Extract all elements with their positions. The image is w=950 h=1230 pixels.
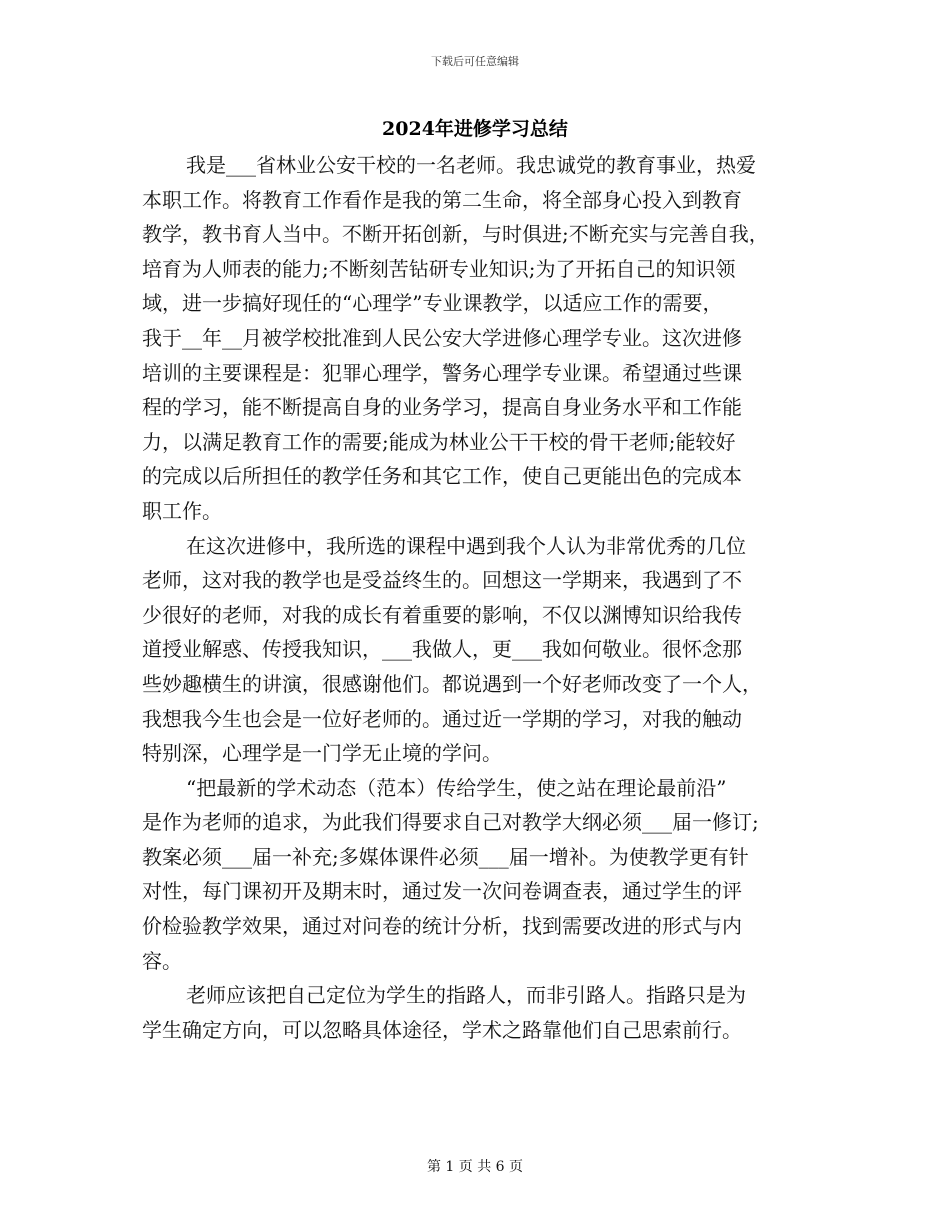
- paragraph-3: [142, 771, 812, 979]
- text-line: 老师应该把自己定位为学生的指路人，而非引路人。指路只是为: [186, 983, 746, 1008]
- text-line: 教案必须___届一补充;多媒体课件必须___届一增补。为使教学更有针: [142, 844, 749, 869]
- text-line: 老师，这对我的教学也是受益终生的。回想这一学期来，我遇到了不: [142, 568, 742, 593]
- document-title: 2024年进修学习总结: [382, 118, 568, 140]
- document-body: [142, 148, 812, 1047]
- text-line: 本职工作。将教育工作看作是我的第二生命，将全部身心投入到教育: [142, 187, 742, 212]
- text-line: 培育为人师表的能力;不断刻苦钻研专业知识;为了开拓自己的知识领: [142, 256, 736, 281]
- text-line: 学生确定方向，可以忽略具体途径，学术之路靠他们自己思索前行。: [142, 1017, 742, 1042]
- text-line: 在这次进修中，我所选的课程中遇到我个人认为非常优秀的几位: [186, 533, 746, 558]
- text-line: 力，以满足教育工作的需要;能成为林业公干干校的骨干老师;能较好: [142, 429, 736, 454]
- text-line: 对性，每门课初开及期末时，通过发一次问卷调查表，通过学生的评: [142, 879, 742, 904]
- text-line: 培训的主要课程是：犯罪心理学，警务心理学专业课。希望通过些课: [142, 360, 742, 385]
- text-line: 程的学习，能不断提高自身的业务学习，提高自身业务水平和工作能: [142, 395, 742, 420]
- paragraph-1: [142, 148, 812, 529]
- text-line: 教学，教书育人当中。不断开拓创新，与时俱进;不断充实与完善自我，: [142, 222, 769, 247]
- paragraph-4: [142, 978, 812, 1047]
- text-line: 些妙趣横生的讲演，很感谢他们。都说遇到一个好老师改变了一个人，: [142, 671, 762, 696]
- text-line: 域，进一步搞好现任的“心理学”专业课教学，以适应工作的需要，: [142, 291, 723, 316]
- text-line: 的完成以后所担任的教学任务和其它工作，使自己更能出色的完成本: [142, 464, 742, 489]
- text-line: 是作为老师的追求，为此我们得要求自己对教学大纲必须___届一修订;: [142, 810, 759, 835]
- text-line: 容。: [142, 948, 182, 973]
- text-line: “把最新的学术动态（范本）传给学生，使之站在理论最前沿”: [186, 775, 727, 800]
- text-line: 价检验教学效果，通过对问卷的统计分析，找到需要改进的形式与内: [142, 914, 742, 939]
- text-line: 少很好的老师，对我的成长有着重要的影响，不仅以渊博知识给我传: [142, 602, 742, 627]
- paragraph-2: [142, 529, 812, 771]
- text-line: 道授业解惑、传授我知识，___我做人，更___我如何敬业。很怀念那: [142, 637, 742, 662]
- page-header-note: 下载后可任意编辑: [431, 55, 519, 68]
- text-line: 我想我今生也会是一位好老师的。通过近一学期的学习，对我的触动: [142, 706, 742, 731]
- page-number-footer: 第 1 页 共 6 页: [426, 1159, 524, 1175]
- text-line: 我是___省林业公安干校的一名老师。我忠诚党的教育事业，热爱: [186, 153, 756, 177]
- text-line: 我于__年__月被学校批准到人民公安大学进修心理学专业。这次进修: [142, 325, 742, 350]
- text-line: 职工作。: [142, 498, 222, 523]
- text-line: 特别深，心理学是一门学无止境的学问。: [142, 741, 502, 766]
